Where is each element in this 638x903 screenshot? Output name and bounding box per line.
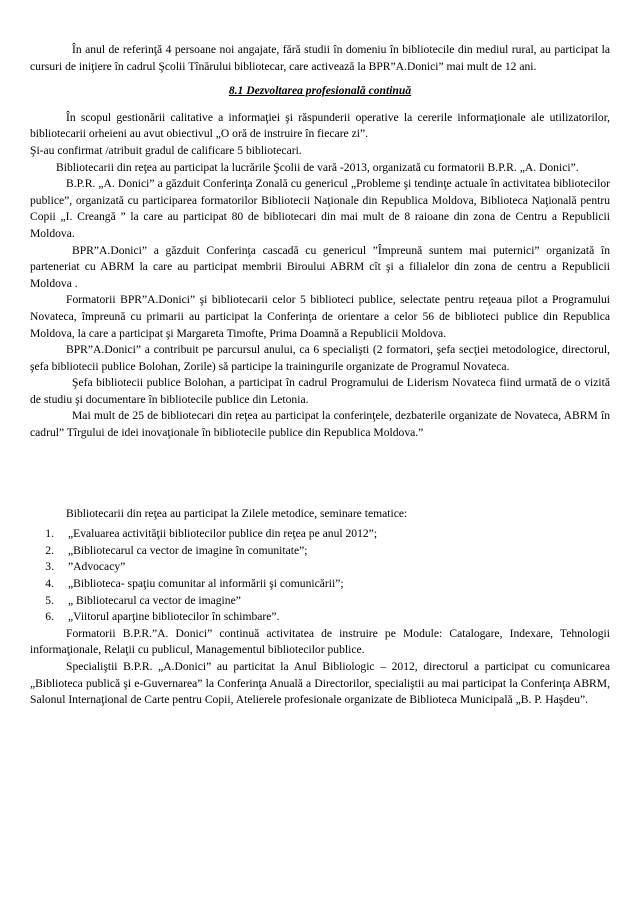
body-paragraph: BPR”A.Donici” a găzduit Conferinţa cascadă cu genericul ”Împreună suntem mai puternici” organizată în parteneriat cu ABRM la care au participat membrii Biroului ABRM cît şi a filialelor din zona de centru a Republicii Moldova . bbox=[30, 243, 610, 290]
list-item: 1. „Evaluarea activităţii bibliotecilor publice din reţea pe anul 2012”; bbox=[45, 527, 378, 541]
themes-list bbox=[30, 526, 610, 626]
document-page bbox=[30, 42, 610, 709]
body-paragraph: Bibliotecarii din reţea au participat la lucrările Şcolii de vară -2013, organizată cu formatorii B.P.R. „A. Donici”. bbox=[56, 160, 579, 174]
body-paragraph: BPR”A.Donici” a contribuit pe parcursul anului, ca 6 specialişti (2 formatori, şefa secţiei metodologice, directorul, şefa bibliotecii publice Bolohan, Zorile) să participe la trainingurile organizate de Programul Novateca. bbox=[30, 343, 610, 373]
list-item: 5. „ Bibliotecarul ca vector de imagine” bbox=[45, 593, 241, 607]
body-paragraph: În scopul gestionării calitative a informaţiei şi răspunderii operative la cererile informaţionale ale utilizatorilor, bibliotecarii orheieni au avut obiectivul „O oră de instruire în fiecare zi”. bbox=[30, 110, 610, 141]
list-item: 6. „Viitorul aparţine bibliotecilor în schimbare”. bbox=[45, 610, 280, 624]
body-paragraph: Formatorii BPR”A.Donici” şi bibliotecarii celor 5 biblioteci publice, selectate pentru reţeaua pilot a Programului Novateca, împreună cu primarii au participat la Conferinţa de orientare a celor 56 de biblioteci publice din Republica Moldova, la care a participat şi Margareta Timofte, Prima Doamnă a Republicii Moldova. bbox=[30, 293, 610, 340]
spacer bbox=[30, 442, 610, 506]
body-paragraph: Şefa bibliotecii publice Bolohan, a participat în cadrul Programului de Liderism Novateca fiind urmată de o vizită de studiu şi documentare în bibliotecile publice din Letonia. bbox=[30, 376, 610, 406]
body-paragraph: Mai mult de 25 de bibliotecari din reţea au participat la conferinţele, dezbaterile organizate de Novateca, ABRM în cadrul” Tîrgului de idei inovaţionale în bibliotecile publice din Republica Moldova.” bbox=[30, 409, 610, 440]
list-item: 3. ”Advocacy” bbox=[45, 560, 126, 574]
list-item: 4. „Biblioteca- spaţiu comunitar al informării şi comunicării”; bbox=[45, 577, 344, 591]
methodic-intro: Bibliotecarii din reţea au participat la Zilele metodice, seminare tematice: bbox=[66, 506, 408, 520]
body-paragraph: Specialiştii B.P.R. „A.Donici” au particitat la Anul Bibliologic – 2012, directorul a participat cu comunicarea „Biblioteca publică şi e-Guvernarea” la Conferinţa Anuală a Directorilor, specialiştii au mai participat la Conferinţa ABRM, Salonul Internaţional de Carte pentru Copii, Atelierele profesionale organizate de Biblioteca Municipală „B. P. Haşdeu”. bbox=[30, 660, 610, 707]
body-paragraph: B.P.R. „A. Donici” a găzduit Conferinţa Zonală cu genericul „Probleme şi tendinţe actuale în activitatea bibliotecilor publice”, organizată cu participarea formatorilor Bibliotecii Naţionale din Republica Moldova, Biblioteca Naţională pentru Copii „I. Creangă ” la care au participat 80 de bibliotecari din mai mult de 8 raioane din zona de Centru a Republicii Moldova. bbox=[30, 177, 610, 240]
body-paragraph: Formatorii B.P.R.”A. Donici” continuă activitatea de instruire pe Module: Catalogare, Indexare, Tehnologii informaţionale, Relaţii cu publicul, Managementul bibliotecilor publice. bbox=[30, 626, 610, 657]
body-paragraph: Şi-au confirmat /atribuit gradul de calificare 5 bibliotecari. bbox=[30, 143, 302, 157]
section-heading: 8.1 Dezvoltarea profesională continuă bbox=[228, 84, 412, 98]
intro-paragraph: În anul de referinţă 4 persoane noi angajate, fără studii în domeniu în bibliotecile din mediul rural, au participat la cursuri de iniţiere în cadrul Şcolii Tînărului bibliotecar, care activează la BPR”A.Donici” mai mult de 12 ani. bbox=[30, 43, 610, 73]
list-item: 2. „Bibliotecarul ca vector de imagine în comunitate”; bbox=[45, 543, 308, 557]
